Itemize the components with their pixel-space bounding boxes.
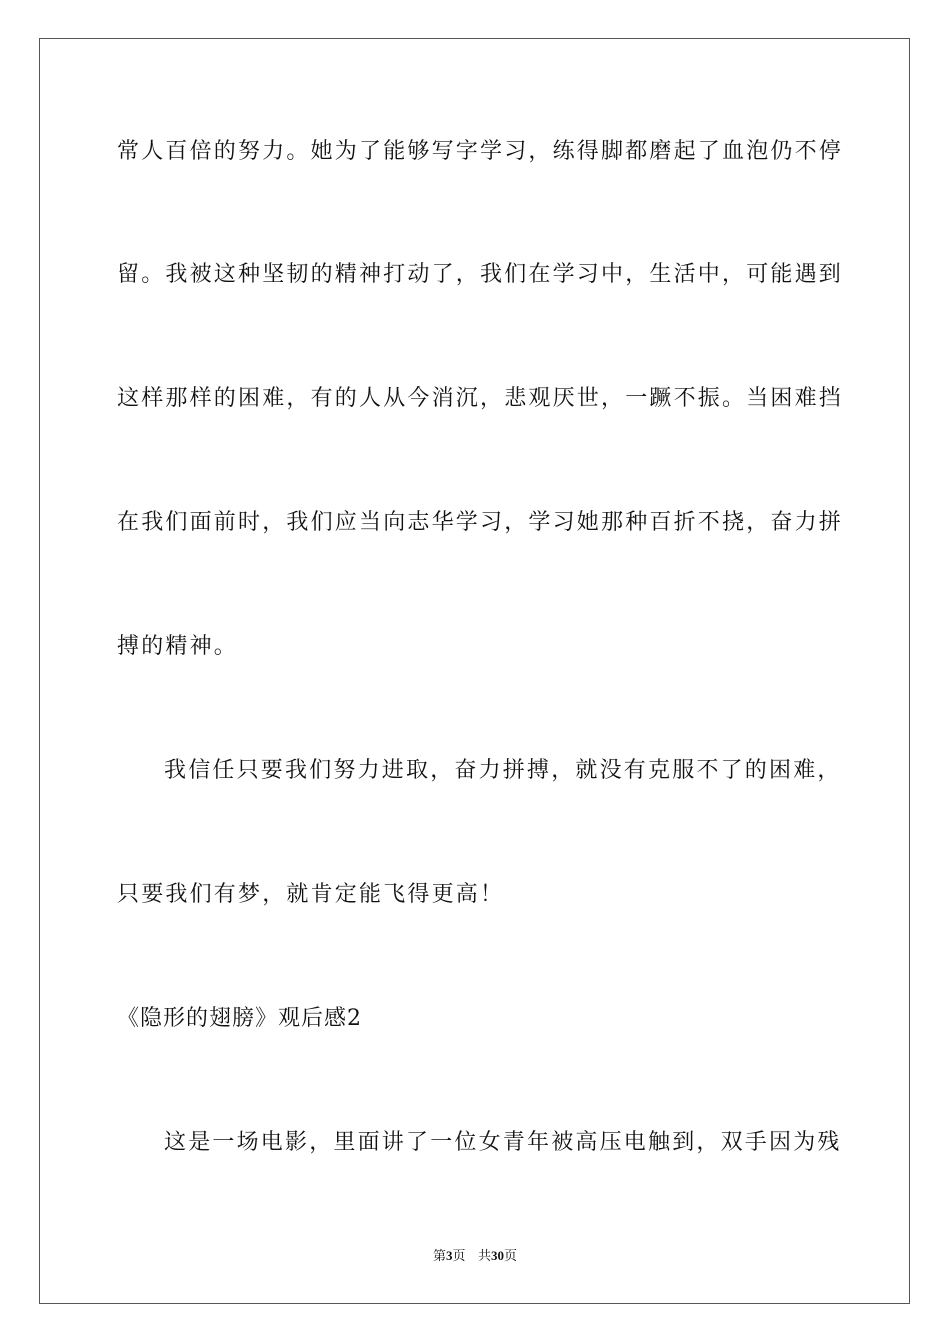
page-footer <box>0 1247 950 1266</box>
footer-total-suffix: 页 <box>503 1249 517 1264</box>
footer-total-prefix: 共 <box>477 1249 491 1264</box>
footer-page-suffix: 页 <box>452 1249 466 1264</box>
body-line-8: 这是一场电影，里面讲了一位女青年被高压电触到，双手因为残 <box>164 1130 842 1155</box>
body-line-3: 这样那样的困难，有的人从今消沉，悲观厌世，一蹶不振。当困难挡 <box>117 386 844 411</box>
body-line-7: 只要我们有梦，就肯定能飞得更高！ <box>117 882 505 907</box>
body-line-2: 留。我被这种坚韧的精神打动了，我们在学习中，生活中，可能遇到 <box>117 262 844 287</box>
footer-page-current: 3 <box>446 1248 453 1263</box>
section-heading: 《隐形的翅膀》观后感2 <box>117 1006 362 1031</box>
body-line-1: 常人百倍的努力。她为了能够写字学习，练得脚都磨起了血泡仍不停 <box>117 139 844 164</box>
body-line-4: 在我们面前时，我们应当向志华学习，学习她那种百折不挠，奋力拼 <box>117 510 844 535</box>
footer-page-prefix: 第 <box>433 1249 447 1264</box>
body-line-5: 搏的精神。 <box>117 634 239 659</box>
footer-page-total: 30 <box>490 1248 504 1263</box>
body-line-6: 我信任只要我们努力进取，奋力拼搏，就没有克服不了的困难， <box>164 758 842 783</box>
page-border <box>39 38 910 1304</box>
